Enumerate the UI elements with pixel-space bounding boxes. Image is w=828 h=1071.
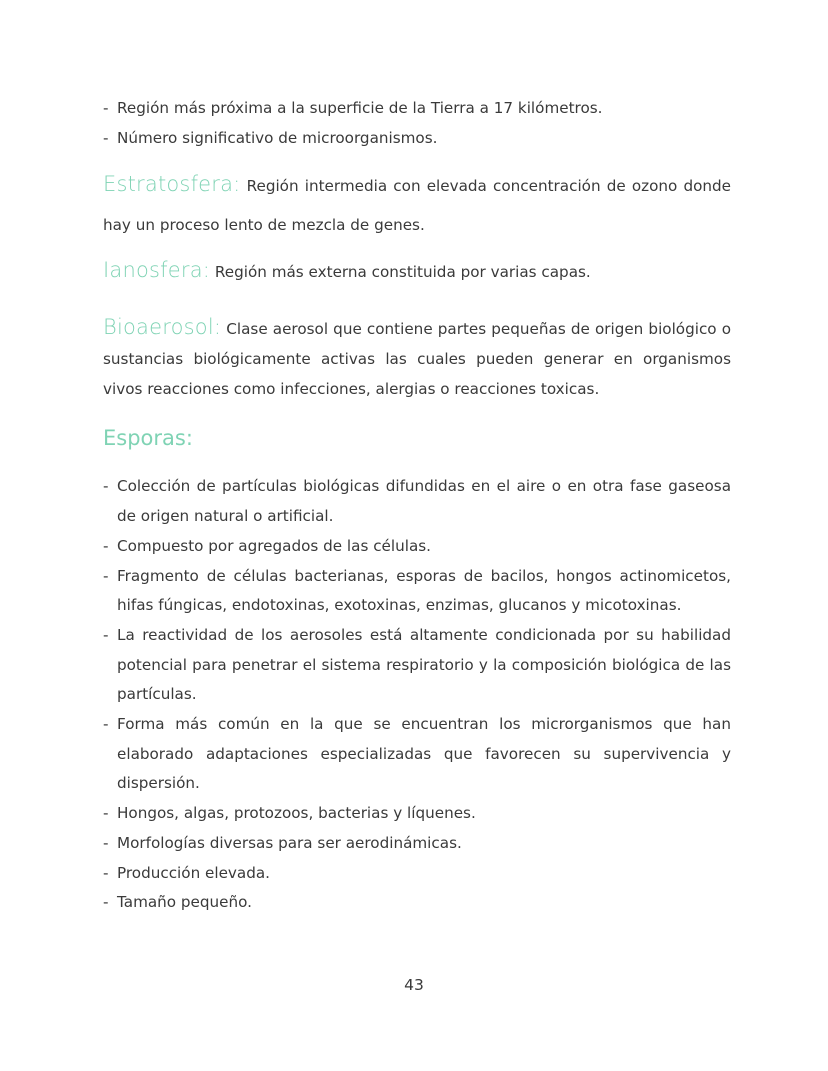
list-item-text: Compuesto por agregados de las células. — [117, 536, 431, 555]
ionosfera-text: Región más externa constituida por varias capas. — [214, 263, 591, 282]
list-dash: - — [103, 833, 109, 852]
list-item — [103, 94, 731, 124]
bioaerosol-text: Clase aerosol que contiene partes pequeñas de origen biológico o sustancias biológicamente activas las cuales pueden generar en organismos vivos reacciones como infecciones, alergias o reacciones toxicas. — [103, 320, 731, 399]
list-item-text: Región más próxima a la superficie de la Tierra a 17 kilómetros. — [117, 99, 603, 117]
list-item — [103, 472, 731, 531]
list-item-text: Producción elevada. — [117, 863, 271, 882]
list-item — [103, 799, 731, 829]
list-item-text: Forma más común en la que se encuentran los microrganismos que han elaborado adaptaciones especializadas que favorecen su supervivencia y dispersión. — [117, 715, 731, 793]
list-item — [103, 124, 731, 154]
estratosfera-term: Estratosfera: — [103, 172, 241, 197]
list-item — [103, 888, 731, 918]
list-item-text: Hongos, algas, protozoos, bacterias y líquenes. — [117, 804, 476, 823]
list-item — [103, 710, 731, 799]
document-page — [103, 94, 731, 918]
ionosfera-term: Ianosfera: — [103, 258, 211, 283]
ionosfera-paragraph — [103, 251, 731, 292]
list-dash: - — [103, 863, 109, 882]
top-list — [103, 94, 731, 153]
list-item-text: Número significativo de microorganismos. — [117, 128, 438, 147]
esporas-heading: Esporas: — [103, 426, 193, 451]
list-dash: - — [103, 566, 109, 585]
list-item — [103, 562, 731, 621]
bioaerosol-paragraph — [103, 312, 731, 404]
list-dash: - — [103, 128, 109, 147]
esporas-list — [103, 472, 731, 918]
estratosfera-text: Región intermedia con elevada concentración de ozono donde hay un proceso lento de mezcla de genes. — [103, 177, 731, 235]
list-dash: - — [103, 715, 109, 734]
list-item-text: La reactividad de los aerosoles está altamente condicionada por su habilidad potencial para penetrar el sistema respiratorio y la composición biológica de las partículas. — [117, 625, 731, 704]
page-number: 43 — [404, 976, 424, 994]
list-dash: - — [103, 804, 109, 823]
list-item — [103, 621, 731, 710]
list-item-text: Tamaño pequeño. — [117, 893, 252, 912]
list-item-text: Colección de partículas biológicas difundidas en el aire o en otra fase gaseosa de origen natural o artificial. — [117, 477, 731, 526]
estratosfera-paragraph — [103, 165, 731, 245]
list-item-text: Morfologías diversas para ser aerodinámicas. — [117, 833, 462, 852]
list-dash: - — [103, 99, 109, 117]
list-dash: - — [103, 625, 109, 644]
list-item — [103, 532, 731, 562]
bioaerosol-term: Bioaerosol: — [103, 315, 222, 340]
list-item-text: Fragmento de células bacterianas, esporas de bacilos, hongos actinomicetos, hifas fúngicas, endotoxinas, exotoxinas, enzimas, glucanos y micotoxinas. — [117, 566, 731, 615]
list-item — [103, 829, 731, 859]
list-dash: - — [103, 893, 109, 912]
list-item — [103, 859, 731, 889]
list-dash: - — [103, 477, 109, 496]
list-dash: - — [103, 536, 109, 555]
